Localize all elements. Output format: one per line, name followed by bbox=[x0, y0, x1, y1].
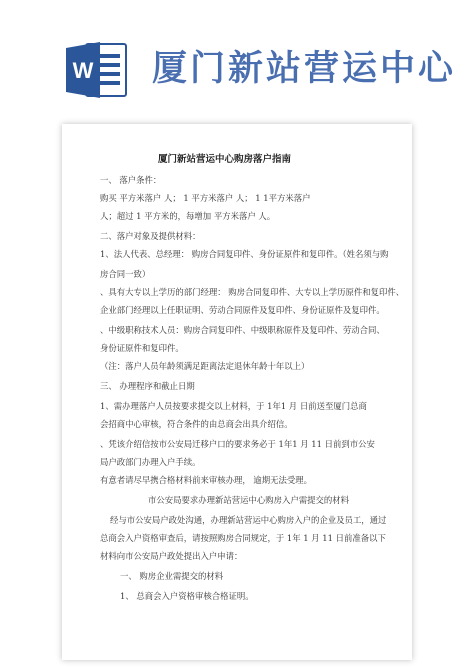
document-line: 1、 总商会入户资格审核合格证明。 bbox=[120, 591, 254, 601]
header-title: 厦门新站营运中心 bbox=[152, 49, 457, 89]
document-line: 、具有大专以上学历的部门经理： 购房合同复印件、大专以上学历原件和复印件、 bbox=[100, 287, 405, 297]
document-line: （注：落户人员年龄须满足距离法定退休年龄十年以上） bbox=[100, 361, 310, 371]
document-line: 1、法人代表、总经理： 购房合同复印件、身份证原件和复印件。（姓名须与购 bbox=[100, 249, 389, 259]
document-line: 材料向市公安局户政处提出入户申请： bbox=[100, 551, 243, 561]
document-line: 、中级职称技术人员：购房合同复印件、中级职称原件及复印件、劳动合同、 bbox=[100, 325, 385, 335]
document-line: 人；超过 1 平方米的，每增加 平方米落户 人。 bbox=[100, 211, 276, 221]
document-line: 购买 平方米落户 人； 1 平方米落户 人； 1 1平方米落户 bbox=[100, 193, 311, 203]
document-line: 房合同一致） bbox=[100, 269, 151, 279]
document-line: 1、需办理落户人员按要求提交以上材料，于 1年1 月 日前送至厦门总商 bbox=[100, 401, 367, 411]
document-line: 一、 落户条件： bbox=[100, 175, 162, 185]
svg-text:W: W bbox=[72, 58, 94, 83]
document-line: 一、 购房企业需提交的材料 bbox=[120, 571, 224, 581]
document-line: 企业部门经理以上任职证明、劳动合同原件及复印件、身份证原件及复印件。 bbox=[100, 305, 385, 315]
document-line: 二、落户对象及提供材料： bbox=[100, 231, 201, 241]
document-line: 总商会入户资格审查后，请按照购房合同规定，于 1年 1 月 11 日前准备以下 bbox=[100, 533, 386, 543]
header-banner bbox=[0, 0, 474, 128]
word-document-icon bbox=[66, 42, 128, 98]
section-heading: 市公安局要求办理新站营运中心购房入户需提交的材料 bbox=[148, 495, 349, 505]
document-page bbox=[62, 124, 412, 660]
document-line: 三、 办理程序和截止日期 bbox=[100, 381, 195, 391]
document-line: 会招商中心审核，符合条件的由总商会出具介绍信。 bbox=[100, 419, 293, 429]
document-line: 有意者请尽早携合格材料前来审核办理， 逾期无法受理。 bbox=[100, 475, 313, 485]
document-title: 厦门新站营运中心购房落户指南 bbox=[158, 154, 292, 165]
document-line: 身份证原件和复印件。 bbox=[100, 343, 184, 353]
document-line: 经与市公安局户政处沟通，办理新站营运中心购房入户的企业及员工，通过 bbox=[110, 515, 387, 525]
document-line: 、凭该介绍信按市公安局迁移户口的要求务必于 1年1 月 11 日前到市公安 bbox=[100, 439, 375, 449]
document-line: 局户政部门办理入户手续。 bbox=[100, 457, 201, 467]
